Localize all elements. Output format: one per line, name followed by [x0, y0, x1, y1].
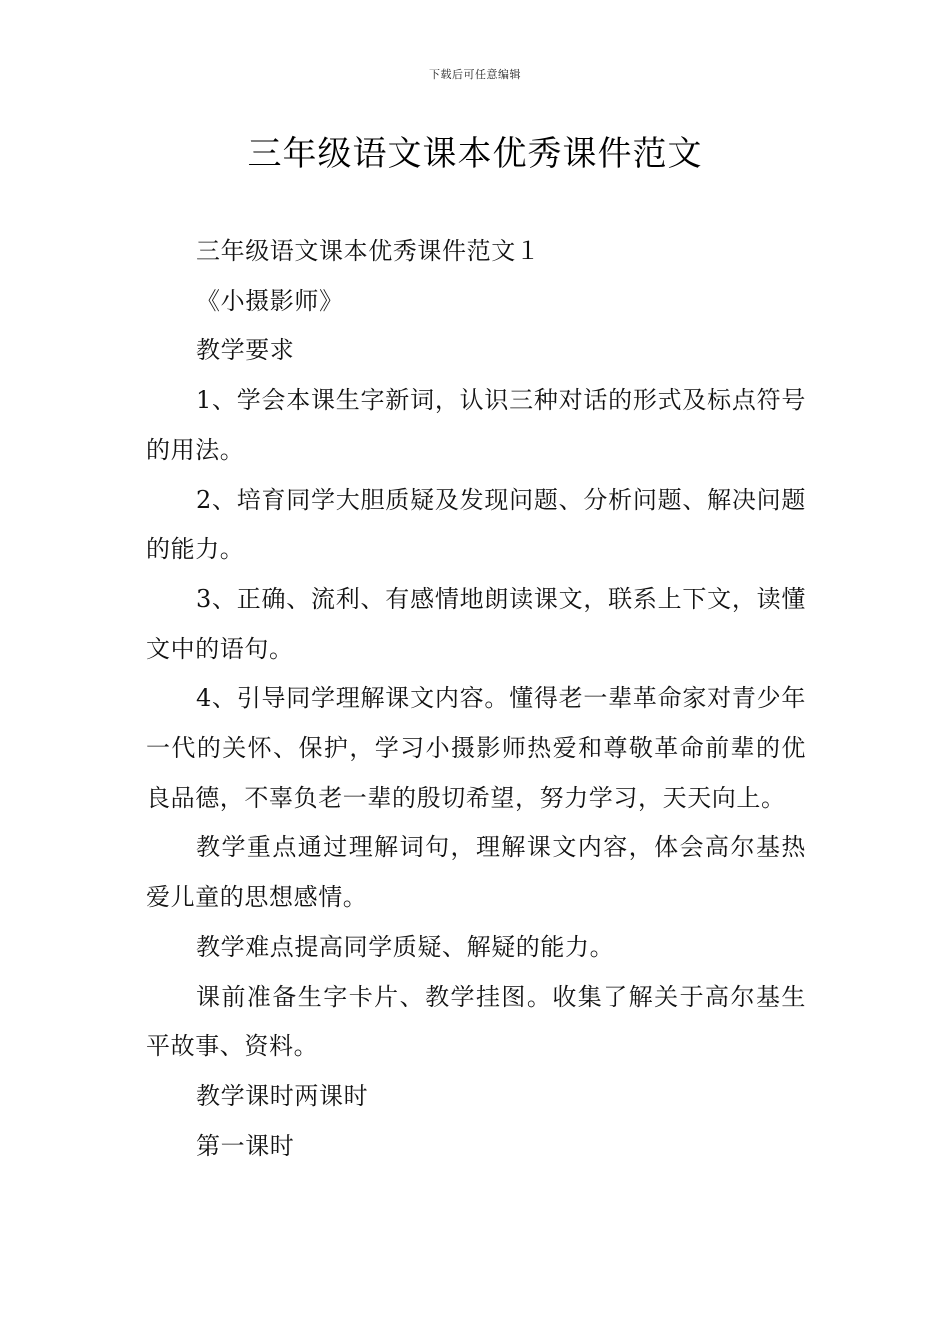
teaching-focus: 教学重点通过理解词句，理解课文内容，体会高尔基热爱儿童的思想感情。 — [146, 833, 806, 912]
document-title: 三年级语文课本优秀课件范文 — [247, 134, 703, 174]
section-heading: 三年级语文课本优秀课件范文１ — [196, 237, 541, 265]
header-note: 下载后可任意编辑 — [429, 68, 521, 81]
lesson-title: 《小摄影师》 — [196, 286, 344, 315]
class-preparation: 课前准备生字卡片、教学挂图。收集了解关于高尔基生平故事、资料。 — [146, 982, 806, 1061]
subheading-teaching-requirements: 教学要求 — [196, 336, 295, 365]
document-body — [146, 227, 806, 1171]
requirement-item-4: 4、引导同学理解课文内容。懂得老一辈革命家对青少年一代的关怀、保护，学习小摄影师热爱和尊敬革命前辈的优良品德，不辜负老一辈的殷切希望，努力学习，天天向上。 — [146, 684, 806, 812]
teaching-hours: 教学课时两课时 — [196, 1081, 369, 1110]
requirement-item-1: 1、学会本课生字新词，认识三种对话的形式及标点符号的用法。 — [146, 386, 806, 464]
requirement-item-3: 3、正确、流利、有感情地朗读课文，联系上下文，读懂文中的语句。 — [146, 584, 806, 663]
teaching-difficulty: 教学难点提高同学质疑、解疑的能力。 — [196, 932, 615, 961]
first-lesson-heading: 第一课时 — [196, 1131, 295, 1160]
requirement-item-2: 2、培育同学大胆质疑及发现问题、分析问题、解决问题的能力。 — [146, 485, 806, 564]
